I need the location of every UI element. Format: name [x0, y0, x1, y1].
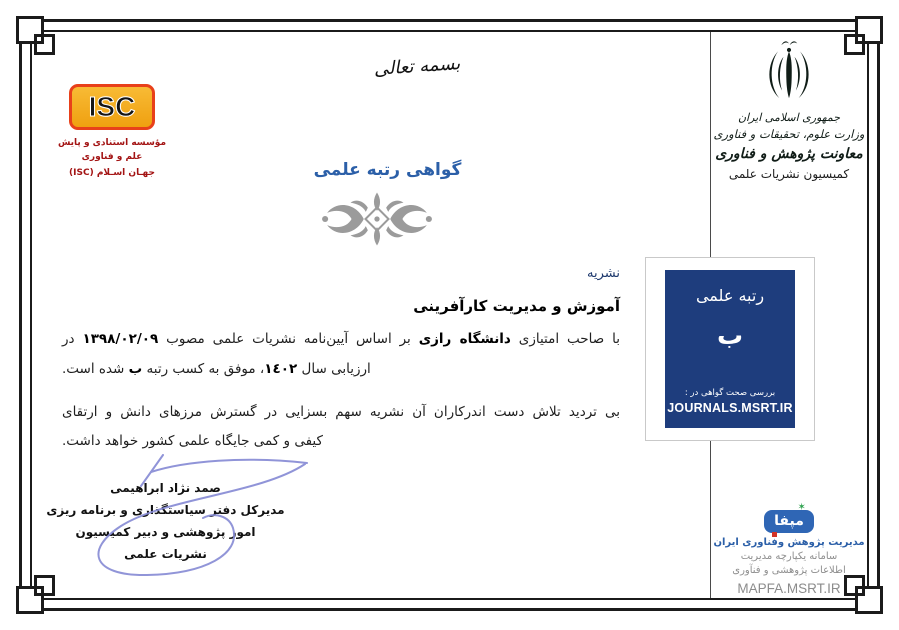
signatory-role2: امور پژوهشی و دبیر کمیسیون — [75, 525, 256, 539]
isc-caption-line1: مؤسسه استنادی و پایش علم و فناوری — [57, 138, 167, 162]
certificate-title: گواهی رتبه علمی — [313, 160, 462, 180]
mapfa-logo — [764, 502, 814, 533]
p2-seg3: شده است. — [62, 361, 129, 377]
body-paragraph2-line1: بی تردید تلاش دست اندرکاران آن نشریه سهم بسزایی در گسترش مرزهای دانش و ارتقای — [62, 404, 620, 420]
p1-seg2: بر اساس آیین‌نامه نشریات علمی مصوب — [158, 331, 419, 347]
journal-name: آموزش و مدیریت کارآفرینی — [413, 297, 620, 315]
rank-box — [665, 270, 795, 428]
rank-verify-url: JOURNALS.MSRT.IR — [667, 401, 793, 415]
mapfa-url: MAPFA.MSRT.IR — [737, 581, 841, 596]
mapfa-line3: اطلاعات پژوهشی و فنآوری — [732, 565, 846, 576]
gov-line-country: جمهوری اسلامی ایران — [737, 111, 841, 124]
isc-logo — [69, 84, 155, 130]
rank-grade: ب — [716, 321, 744, 351]
evaluation-year: ١٤٠٢ — [264, 361, 298, 377]
p2-seg2: ، موفق به کسب رتبه — [142, 361, 265, 377]
p1-seg3: در — [62, 331, 83, 347]
body-paragraph1-line1 — [62, 327, 620, 351]
body-paragraph1-line2 — [62, 357, 620, 381]
signatory-role1: مدیرکل دفتر سیاستگذاری و برنامه ریزی — [46, 503, 285, 517]
grade-letter: ب — [128, 361, 143, 377]
university-name: دانشگاه رازی — [418, 331, 511, 347]
gov-line-commission: کمیسیون نشریات علمی — [728, 167, 850, 181]
rank-box-container — [645, 257, 815, 441]
rank-box-label: رتبه علمی — [695, 286, 765, 305]
gov-line-deputy: معاونت پژوهش و فناوری — [715, 146, 863, 162]
iran-emblem-icon — [758, 38, 820, 106]
rank-verify-text: بررسی صحت گواهی در : — [684, 388, 776, 398]
journal-label: نشریه — [587, 266, 620, 281]
isc-logo-text: ISC — [88, 91, 136, 122]
mapfa-red-dot — [772, 532, 777, 537]
approval-date: ١٣٩٨/٠٢/٠٩ — [82, 331, 159, 347]
corner-knot-bottom-left — [4, 570, 60, 626]
mapfa-line1: مدیریت پژوهش وفناوری ایران — [713, 537, 865, 548]
bismillah-calligraphy: بسمه تعالی — [373, 53, 461, 80]
isc-caption-line2: جهـان اسـلام (ISC) — [69, 168, 155, 178]
body-paragraph2-line2: کیفی و کمی جایگاه علمی کشور خواهد داشت. — [62, 433, 323, 449]
signatory-role3: نشریات علمی — [124, 547, 207, 561]
gov-line-ministry: وزارت علوم، تحقیقات و فناوری — [713, 127, 865, 141]
p1-seg1: با صاحب امتیازی — [510, 331, 620, 347]
mapfa-line2: سامانه یکپارچه مدیریت — [740, 551, 838, 562]
corner-knot-top-right — [839, 4, 895, 60]
mapfa-logo-text: مپفا — [764, 510, 814, 533]
corner-knot-bottom-right — [839, 570, 895, 626]
isc-block — [52, 84, 172, 180]
corner-knot-top-left — [4, 4, 60, 60]
signatory-block — [46, 477, 285, 565]
signatory-name: صمد نژاد ابراهیمی — [110, 481, 221, 495]
p2-seg1: ارزیابی سال — [297, 361, 371, 377]
mapfa-star-icon: ✶ — [797, 502, 806, 513]
decorative-ornament — [318, 189, 436, 249]
